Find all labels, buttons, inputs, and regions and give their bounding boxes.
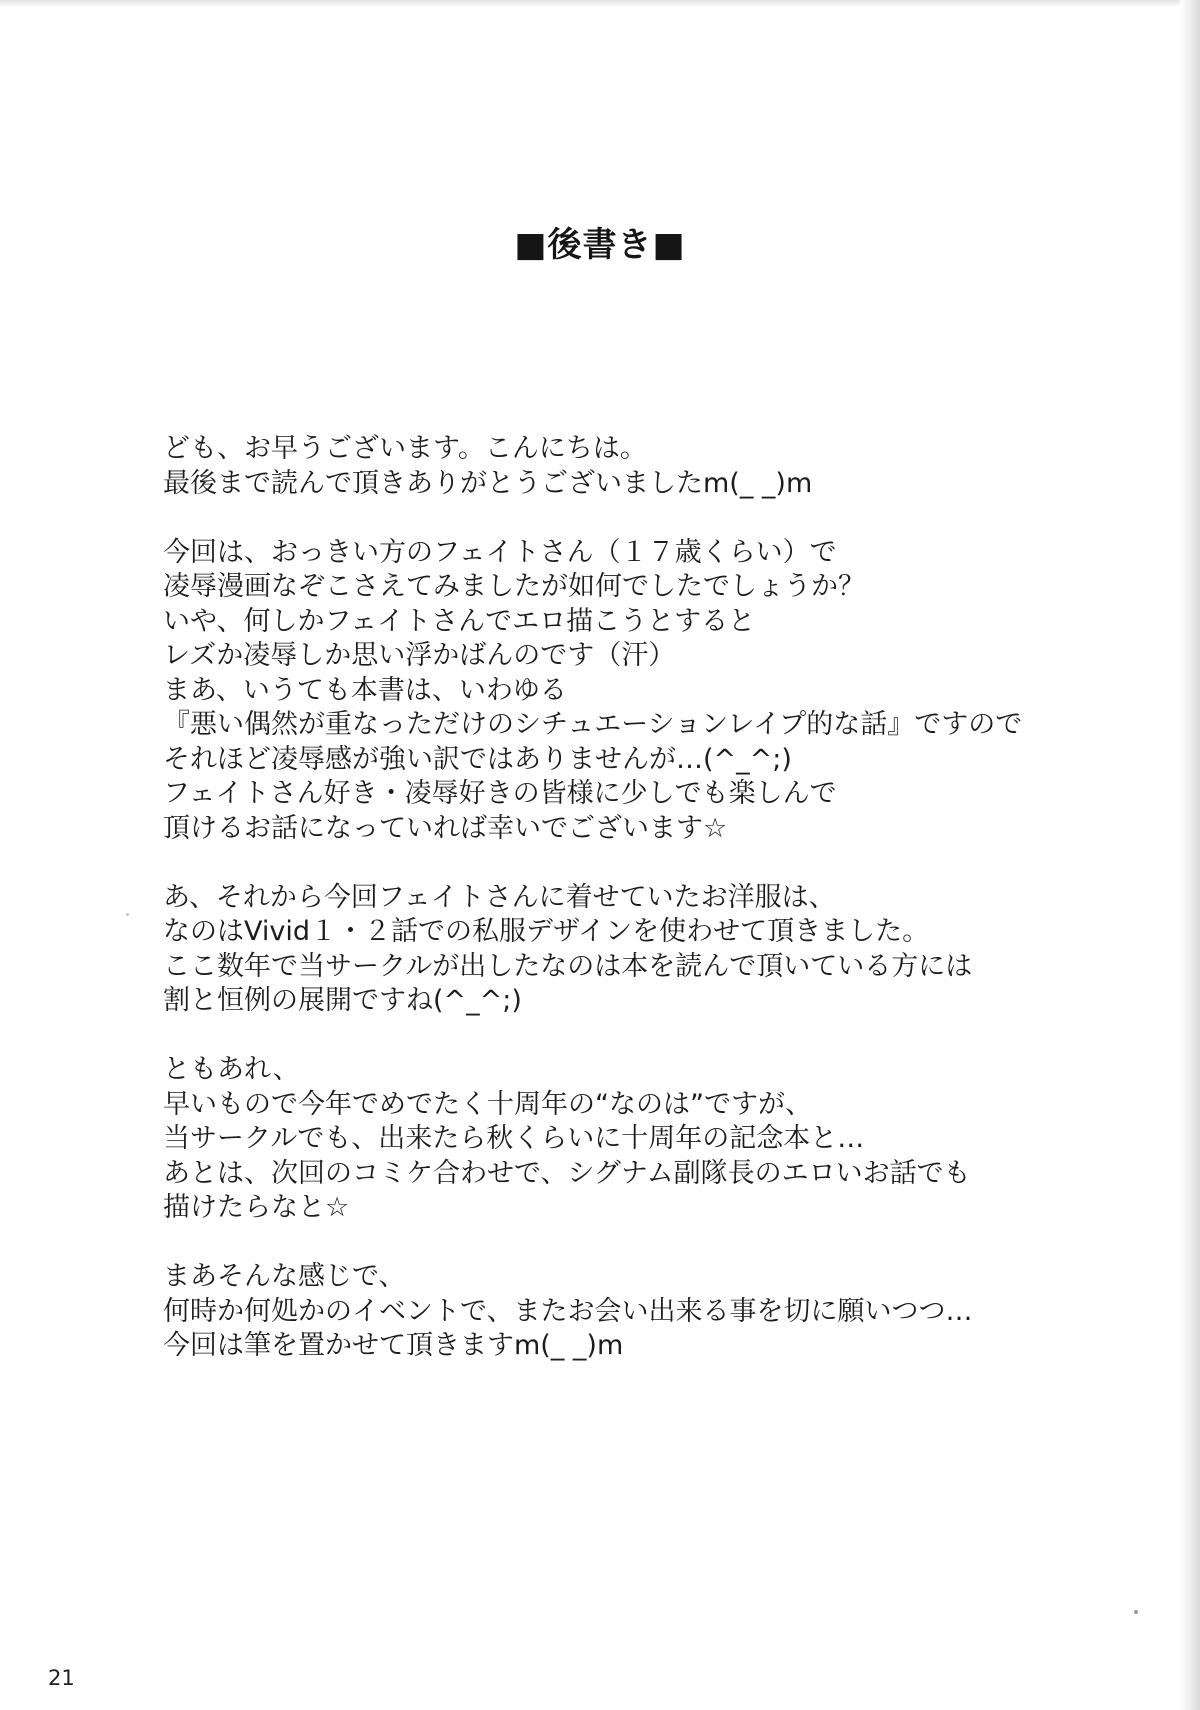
text-line: フェイトさん好き・凌辱好きの皆様に少しでも楽しんで [163, 778, 837, 809]
paragraph [163, 432, 1163, 501]
text-line: ともあれ、 [163, 1054, 300, 1085]
text-line: 最後まで読んで頂きありがとうございましたm(_ _)m [163, 467, 813, 499]
paragraph [163, 881, 1163, 1019]
afterword-body [163, 432, 1163, 1364]
text-line: 頂けるお話になっていれば幸いでございます☆ [163, 812, 728, 844]
scan-top-edge [0, 0, 1200, 7]
paragraph [163, 1260, 1163, 1364]
paragraph-gap [163, 1226, 1163, 1261]
text-line: 描けたらなと☆ [163, 1192, 350, 1223]
text-line: まあそんな感じで、 [163, 1261, 406, 1292]
text-line: 『悪い偶然が重なっただけのシチュエーションレイプ的な話』ですので [163, 709, 1023, 740]
text-line: 当サークルでも、出来たら秋くらいに十周年の記念本と… [163, 1123, 865, 1154]
text-line: 割と恒例の展開ですね(^_^;) [163, 985, 522, 1016]
text-line: なのはVivid１・２話での私服デザインを使わせて頂きました。 [163, 916, 930, 947]
text-line: あ、それから今回フェイトさんに着せていたお洋服は、 [163, 881, 836, 913]
text-line: 何時か何処かのイベントで、またお会い出来る事を切に願いつつ… [163, 1295, 973, 1327]
scan-speck [126, 913, 129, 916]
text-line: あとは、次回のコミケ合わせで、シグナム副隊長のエロいお話でも [163, 1157, 971, 1189]
text-line: 今回は筆を置かせて頂きますm(_ _)m [163, 1330, 624, 1361]
text-line: それほど凌辱感が強い訳ではありませんが…(^_^;) [163, 743, 792, 775]
page-title: ■後書き■ [514, 225, 686, 265]
text-line: 早いもので今年でめでたく十周年の“なのは”ですが、 [163, 1088, 812, 1120]
paragraph [163, 1053, 1163, 1226]
page-number: 21 [48, 1666, 75, 1690]
text-line: いや、何しかフェイトさんでエロ描こうとすると [163, 605, 756, 637]
text-line: 今回は、おっきい方のフェイトさん（１７歳くらい）で [163, 536, 837, 568]
text-line: まあ、いうても本書は、いわゆる [163, 674, 567, 706]
text-line: ここ数年で当サークルが出したなのは本を読んで頂いている方には [163, 950, 973, 982]
text-line: レズか凌辱しか思い浮かばんのです（汗） [163, 640, 676, 671]
paragraph [163, 536, 1163, 847]
paragraph-gap [163, 846, 1163, 881]
text-line: ども、お早うございます。こんにちは。 [163, 433, 647, 464]
paragraph-gap [163, 501, 1163, 536]
scan-speck [1134, 1610, 1138, 1614]
paragraph-gap [163, 1019, 1163, 1054]
text-line: 凌辱漫画なぞこさえてみましたが如何でしたでしょうか？ [163, 571, 865, 602]
